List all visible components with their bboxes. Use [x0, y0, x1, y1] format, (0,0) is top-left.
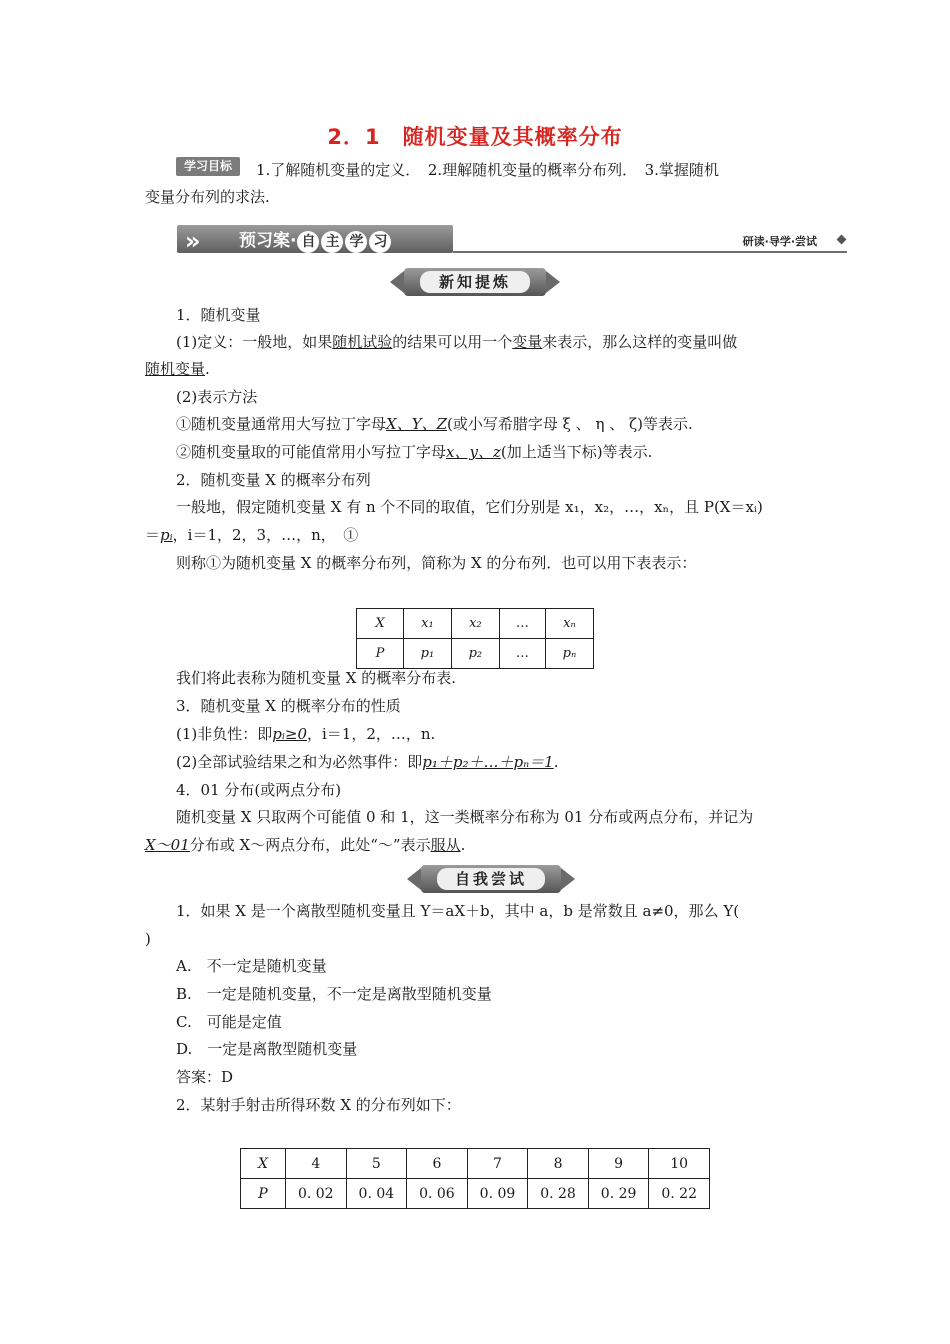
underlined-term: 随机试验: [332, 333, 393, 351]
underlined-term: pᵢ≥0: [272, 725, 307, 743]
objectives-text-line2: 变量分布列的求法.: [145, 188, 270, 206]
table-cell: 4: [286, 1149, 347, 1179]
table-cell: 10: [649, 1149, 710, 1179]
underlined-term: 变量: [512, 333, 543, 351]
table-cell: 6: [407, 1149, 468, 1179]
section2-paragraph-line2: [145, 525, 358, 545]
underlined-term: X～01: [145, 836, 190, 854]
shooting-distribution-table: [240, 1148, 710, 1209]
table-cell: 0. 28: [528, 1179, 589, 1209]
definition-line2: [145, 359, 210, 379]
table-row: [241, 1179, 710, 1209]
table-cell: X: [241, 1149, 286, 1179]
double-chevron-icon: »: [185, 227, 201, 255]
answer: 答案：D: [176, 1068, 234, 1086]
table-caption: 我们将此表称为随机变量 X 的概率分布表.: [176, 669, 456, 687]
table-cell: 9: [588, 1149, 649, 1179]
text: (2)全部试验结果之和为必然事件：即: [176, 753, 423, 771]
section2-title: 2．随机变量 X 的概率分布列: [176, 471, 371, 489]
table-cell: …: [499, 639, 545, 669]
option-d: D. 一定是离散型随机变量: [176, 1040, 358, 1058]
table-cell: 7: [467, 1149, 528, 1179]
underlined-term: pᵢ: [160, 526, 173, 544]
option-c: C. 可能是定值: [176, 1013, 282, 1031]
text: (或小写希腊字母 ξ 、 η 、 ζ)等表示.: [447, 415, 693, 433]
text: ①随机变量通常用大写拉丁字母: [176, 415, 387, 433]
left-arrow-cap: [407, 868, 421, 890]
table-cell: …: [499, 609, 545, 639]
table-cell: 0. 09: [467, 1179, 528, 1209]
table-cell: x₁: [404, 609, 452, 639]
table-row: [241, 1149, 710, 1179]
banner-circle-char: 习: [369, 231, 391, 253]
right-arrow-cap: [546, 271, 560, 293]
table-cell: 0. 02: [286, 1179, 347, 1209]
table-cell: p₂: [451, 639, 499, 669]
property-sum: [176, 752, 559, 772]
objectives-badge: 学习目标: [176, 157, 240, 176]
section-header-self-try: [407, 865, 575, 893]
page-title: 2．1 随机变量及其概率分布: [327, 125, 623, 149]
method-item-2: [176, 442, 652, 462]
table-cell: pₙ: [545, 639, 593, 669]
banner-circle-char: 主: [321, 231, 343, 253]
table-cell: 0. 04: [346, 1179, 407, 1209]
table-cell: P: [241, 1179, 286, 1209]
text: ＝: [145, 526, 161, 544]
banner-bar: [177, 225, 453, 253]
question2-line: 2．某射手射击所得环数 X 的分布列如下：: [176, 1096, 461, 1114]
table-cell: 8: [528, 1149, 589, 1179]
text: .: [205, 360, 210, 378]
definition-line: [176, 332, 737, 352]
underlined-term: x、y、z: [446, 443, 501, 461]
text: ②随机变量取的可能值常用小写拉丁字母: [176, 443, 447, 461]
option-a: A. 不一定是随机变量: [176, 957, 327, 975]
section-label: 新知提炼: [420, 271, 530, 293]
section2-paragraph-line1: 一般地，假定随机变量 X 有 n 个不同的取值，它们分别是 x₁，x₂，…，xₙ，且 P(X＝xᵢ): [176, 498, 763, 516]
section1-title: 1．随机变量: [176, 306, 261, 324]
table-row: [357, 609, 594, 639]
banner-title: [239, 227, 392, 255]
text: .: [553, 753, 559, 771]
text: 分布或 X～两点分布，此处“～”表示: [189, 836, 431, 854]
left-arrow-cap: [390, 271, 404, 293]
table-cell: 0. 06: [407, 1179, 468, 1209]
underlined-term: p₁＋p₂＋…＋pₙ＝1: [422, 753, 554, 771]
underlined-term: 服从: [430, 836, 461, 854]
banner-left-text: 预习案·: [239, 231, 297, 251]
text: ，i＝1，2，…，n.: [306, 725, 436, 743]
section-label: 自我尝试: [437, 868, 545, 890]
distribution-table: [356, 608, 594, 669]
method-title: (2)表示方法: [176, 388, 258, 406]
right-arrow-cap: [561, 868, 575, 890]
text: (加上适当下标)等表示.: [500, 443, 653, 461]
table-row: [357, 639, 594, 669]
banner-subtitle: 研读·导学·尝试: [742, 235, 817, 248]
question1-line1: 1．如果 X 是一个离散型随机变量且 Y＝aX＋b，其中 a，b 是常数且 a≠0，那么 Y(: [176, 902, 740, 920]
method-item-1: [176, 414, 693, 434]
text: (1)定义：一般地，如果: [176, 333, 333, 351]
banner-circle-char: 学: [345, 231, 367, 253]
underlined-term: 随机变量: [145, 360, 206, 378]
section4-paragraph-line1: 随机变量 X 只取两个可能值 0 和 1，这一类概率分布称为 01 分布或两点分布，并记为: [176, 808, 754, 826]
table-cell: p₁: [404, 639, 452, 669]
text: (1)非负性：即: [176, 725, 273, 743]
table-cell: 0. 22: [649, 1179, 710, 1209]
table-cell: xₙ: [545, 609, 593, 639]
banner-rule: [453, 251, 847, 253]
table-cell: x₂: [451, 609, 499, 639]
text: .: [460, 836, 466, 854]
text: ，i＝1，2，3，…，n， ①: [172, 526, 359, 544]
section4-paragraph-line2: [145, 835, 465, 855]
section-header-new-knowledge: [390, 268, 560, 296]
table-cell: X: [357, 609, 404, 639]
preview-banner: [177, 223, 847, 257]
text: 来表示，那么这样的变量叫做: [542, 333, 738, 351]
question1-line2: ): [145, 930, 151, 948]
objectives-text-line1: 1.了解随机变量的定义． 2.理解随机变量的概率分布列． 3.掌握随机: [256, 161, 719, 179]
table-cell: 5: [346, 1149, 407, 1179]
section2-paragraph-line3: 则称①为随机变量 X 的概率分布列，简称为 X 的分布列．也可以用下表表示：: [176, 554, 697, 572]
text: 的结果可以用一个: [392, 333, 513, 351]
table-cell: 0. 29: [588, 1179, 649, 1209]
section3-title: 3．随机变量 X 的概率分布的性质: [176, 697, 401, 715]
underlined-term: X、Y、Z: [386, 415, 448, 433]
option-b: B. 一定是随机变量，不一定是离散型随机变量: [176, 985, 492, 1003]
table-cell: P: [357, 639, 404, 669]
property-nonnegativity: [176, 724, 435, 744]
diamond-icon: [837, 235, 847, 245]
section4-title: 4．01 分布(或两点分布): [176, 781, 342, 799]
banner-circle-char: 自: [297, 231, 319, 253]
